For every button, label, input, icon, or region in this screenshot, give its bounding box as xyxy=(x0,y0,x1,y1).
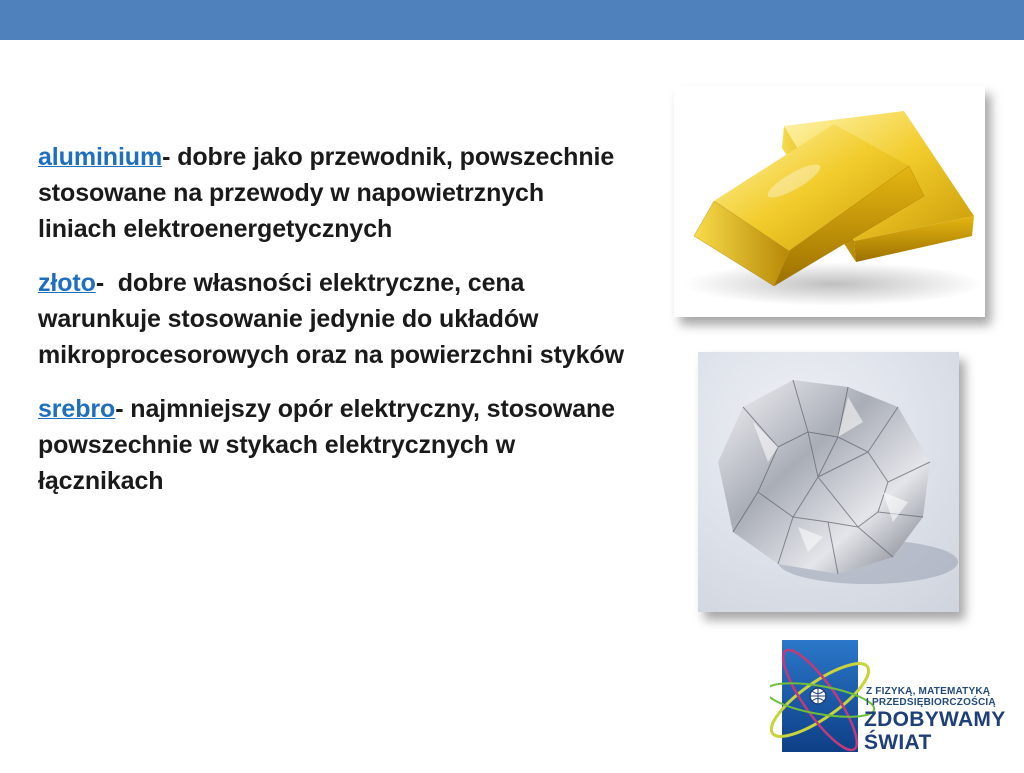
term-silver: srebro xyxy=(38,395,116,423)
aluminium-foil-photo xyxy=(698,352,959,612)
logo-name xyxy=(864,708,1006,754)
logo-tagline-line-2: I PRZEDSIĘBIORCZOŚCIĄ xyxy=(866,697,996,708)
term-gold: złoto xyxy=(38,269,96,297)
description-gold: - dobre własności elektryczne, cena warunkuje stosowanie jedynie do układów mikroprocesorowych oraz na powierzchni styków xyxy=(38,269,624,369)
logo-name-line-1: ZDOBYWAMY xyxy=(864,708,1006,731)
logo-name-line-2: ŚWIAT xyxy=(864,731,932,754)
paragraph-gold xyxy=(38,265,628,373)
paragraph-aluminium xyxy=(38,139,628,247)
content-text xyxy=(38,139,628,517)
description-aluminium: - dobre jako przewodnik, powszechnie stosowane na przewody w napowietrznych liniach elektroenergetycznych xyxy=(38,143,615,243)
header-bar xyxy=(0,0,1024,40)
gold-bars-photo xyxy=(674,86,985,317)
gold-bars-image xyxy=(674,86,985,317)
paragraph-silver xyxy=(38,391,628,499)
logo-tagline xyxy=(866,686,996,708)
aluminium-foil-image xyxy=(698,352,959,612)
logo-tagline-line-1: Z FIZYKĄ, MATEMATYKĄ xyxy=(866,686,991,697)
term-aluminium: aluminium xyxy=(38,143,163,171)
description-silver: - najmniejszy opór elektryczny, stosowane powszechnie w stykach elektrycznych w łącznikach xyxy=(38,395,615,495)
